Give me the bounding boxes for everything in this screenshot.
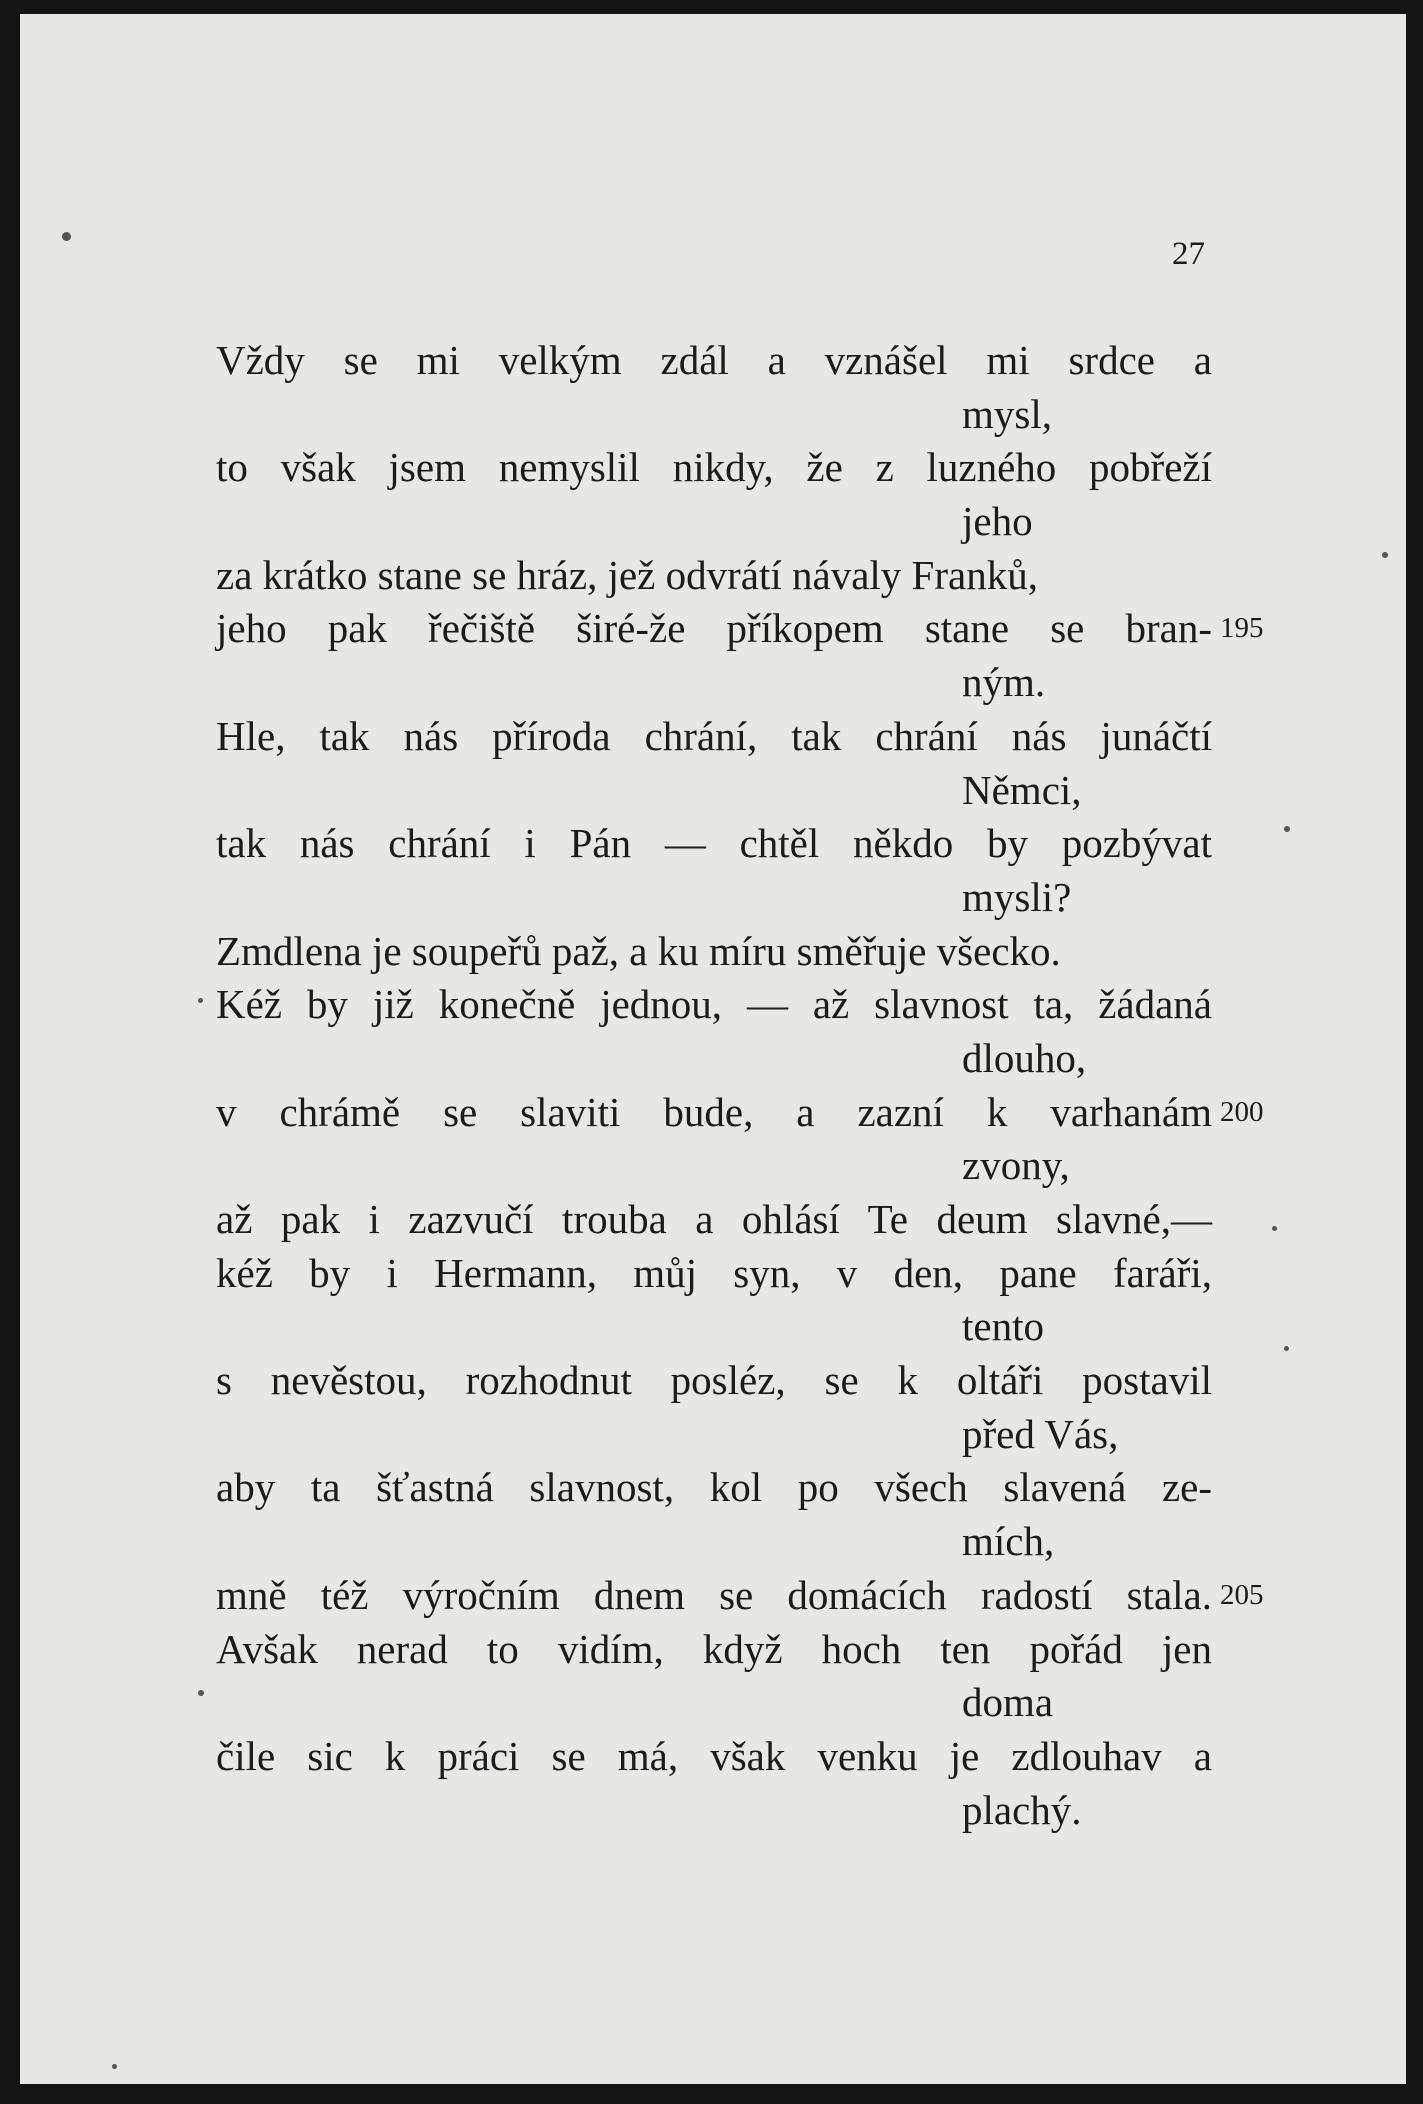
verse-text: kéž by i Hermann, můj syn, v den, pane faráři,: [216, 1249, 1212, 1296]
verse-text: tak nás chrání i Pán — chtěl někdo by pozbývat: [216, 820, 1212, 867]
verse-text: jeho pak řečiště širé-že příkopem stane se bran-: [216, 605, 1212, 652]
verse-text: Hle, tak nás příroda chrání, tak chrání nás junáčtí: [216, 712, 1212, 759]
verse-text: zvony,: [962, 1142, 1070, 1189]
verse-line: [216, 1247, 1406, 1301]
verse-text: jeho: [962, 498, 1033, 545]
verse-continuation: [216, 388, 1406, 442]
verse-continuation: [216, 656, 1406, 710]
verse-line: [216, 334, 1406, 388]
verse-continuation: [216, 1139, 1406, 1193]
verse-text: doma: [962, 1679, 1054, 1726]
verse-line: [216, 1461, 1406, 1515]
verse-continuation: [216, 1515, 1406, 1569]
verse-line: [216, 817, 1406, 871]
verse-text: ným.: [962, 659, 1046, 706]
verse-line: [216, 1086, 1406, 1140]
verse-text: čile sic k práci se má, však venku je zdlouhav a: [216, 1732, 1212, 1779]
verse-line: [216, 1354, 1406, 1408]
book-page: [20, 14, 1406, 2084]
verse-line: [216, 978, 1406, 1032]
verse-line-number: 200: [1220, 1095, 1264, 1128]
poem-text: [216, 334, 1406, 1837]
verse-text: s nevěstou, rozhodnut posléz, se k oltáři postavil: [216, 1357, 1212, 1404]
verse-text: za krátko stane se hráz, jež odvrátí návaly Franků,: [216, 551, 1038, 598]
verse-text: před Vás,: [962, 1410, 1119, 1457]
verse-line: [216, 441, 1406, 495]
scan-speck: [1272, 1226, 1277, 1231]
verse-text: mysli?: [962, 873, 1072, 920]
verse-continuation: [216, 1784, 1406, 1838]
verse-text: až pak i zazvučí trouba a ohlásí Te deum slavné,—: [216, 1196, 1212, 1242]
verse-text: Kéž by již konečně jednou, — až slavnost ta, žádaná: [216, 981, 1212, 1028]
verse-text: v chrámě se slaviti bude, a zazní k varhanám: [216, 1088, 1212, 1135]
verse-line: [216, 1569, 1406, 1623]
verse-text: aby ta šťastná slavnost, kol po všech slavená ze-: [216, 1464, 1212, 1511]
verse-line: [216, 710, 1406, 764]
verse-text: Němci,: [962, 766, 1082, 813]
verse-text: to však jsem nemyslil nikdy, že z luzného pobřeží: [216, 444, 1212, 491]
verse-continuation: [216, 1032, 1406, 1086]
verse-line: [216, 1623, 1406, 1677]
verse-continuation: [216, 495, 1406, 549]
verse-continuation: [216, 764, 1406, 818]
verse-line-number: 195: [1220, 612, 1264, 645]
verse-line: [216, 602, 1406, 656]
scan-speck: [198, 1690, 204, 1696]
verse-line-number: 205: [1220, 1578, 1264, 1611]
verse-line: [216, 1730, 1406, 1784]
scan-speck: [1382, 552, 1388, 558]
verse-line: [216, 1193, 1406, 1247]
verse-continuation: [216, 1300, 1406, 1354]
verse-text: Vždy se mi velkým zdál a vznášel mi srdce a: [216, 337, 1212, 383]
verse-continuation: [216, 1408, 1406, 1462]
verse-text: mích,: [962, 1518, 1055, 1565]
verse-text: Avšak nerad to vidím, když hoch ten pořád jen: [216, 1625, 1212, 1672]
scan-speck: [1284, 1346, 1289, 1351]
verse-text: Zmdlena je soupeřů paž, a ku míru směřuje všecko.: [216, 927, 1061, 974]
scan-speck: [198, 998, 203, 1003]
verse-text: tento: [962, 1303, 1044, 1350]
page-number: 27: [1172, 236, 1205, 272]
verse-text: dlouho,: [962, 1034, 1087, 1081]
verse-continuation: [216, 1676, 1406, 1730]
scan-speck: [1284, 826, 1290, 832]
verse-text: mně též výročním dnem se domácích radostí stala.: [216, 1571, 1212, 1618]
scan-speck: [112, 2064, 117, 2069]
verse-text: mysl,: [962, 390, 1052, 437]
verse-line: [216, 925, 1406, 979]
verse-line: [216, 549, 1406, 603]
verse-continuation: [216, 871, 1406, 925]
scan-speck: [62, 232, 71, 241]
verse-text: plachý.: [962, 1786, 1082, 1833]
